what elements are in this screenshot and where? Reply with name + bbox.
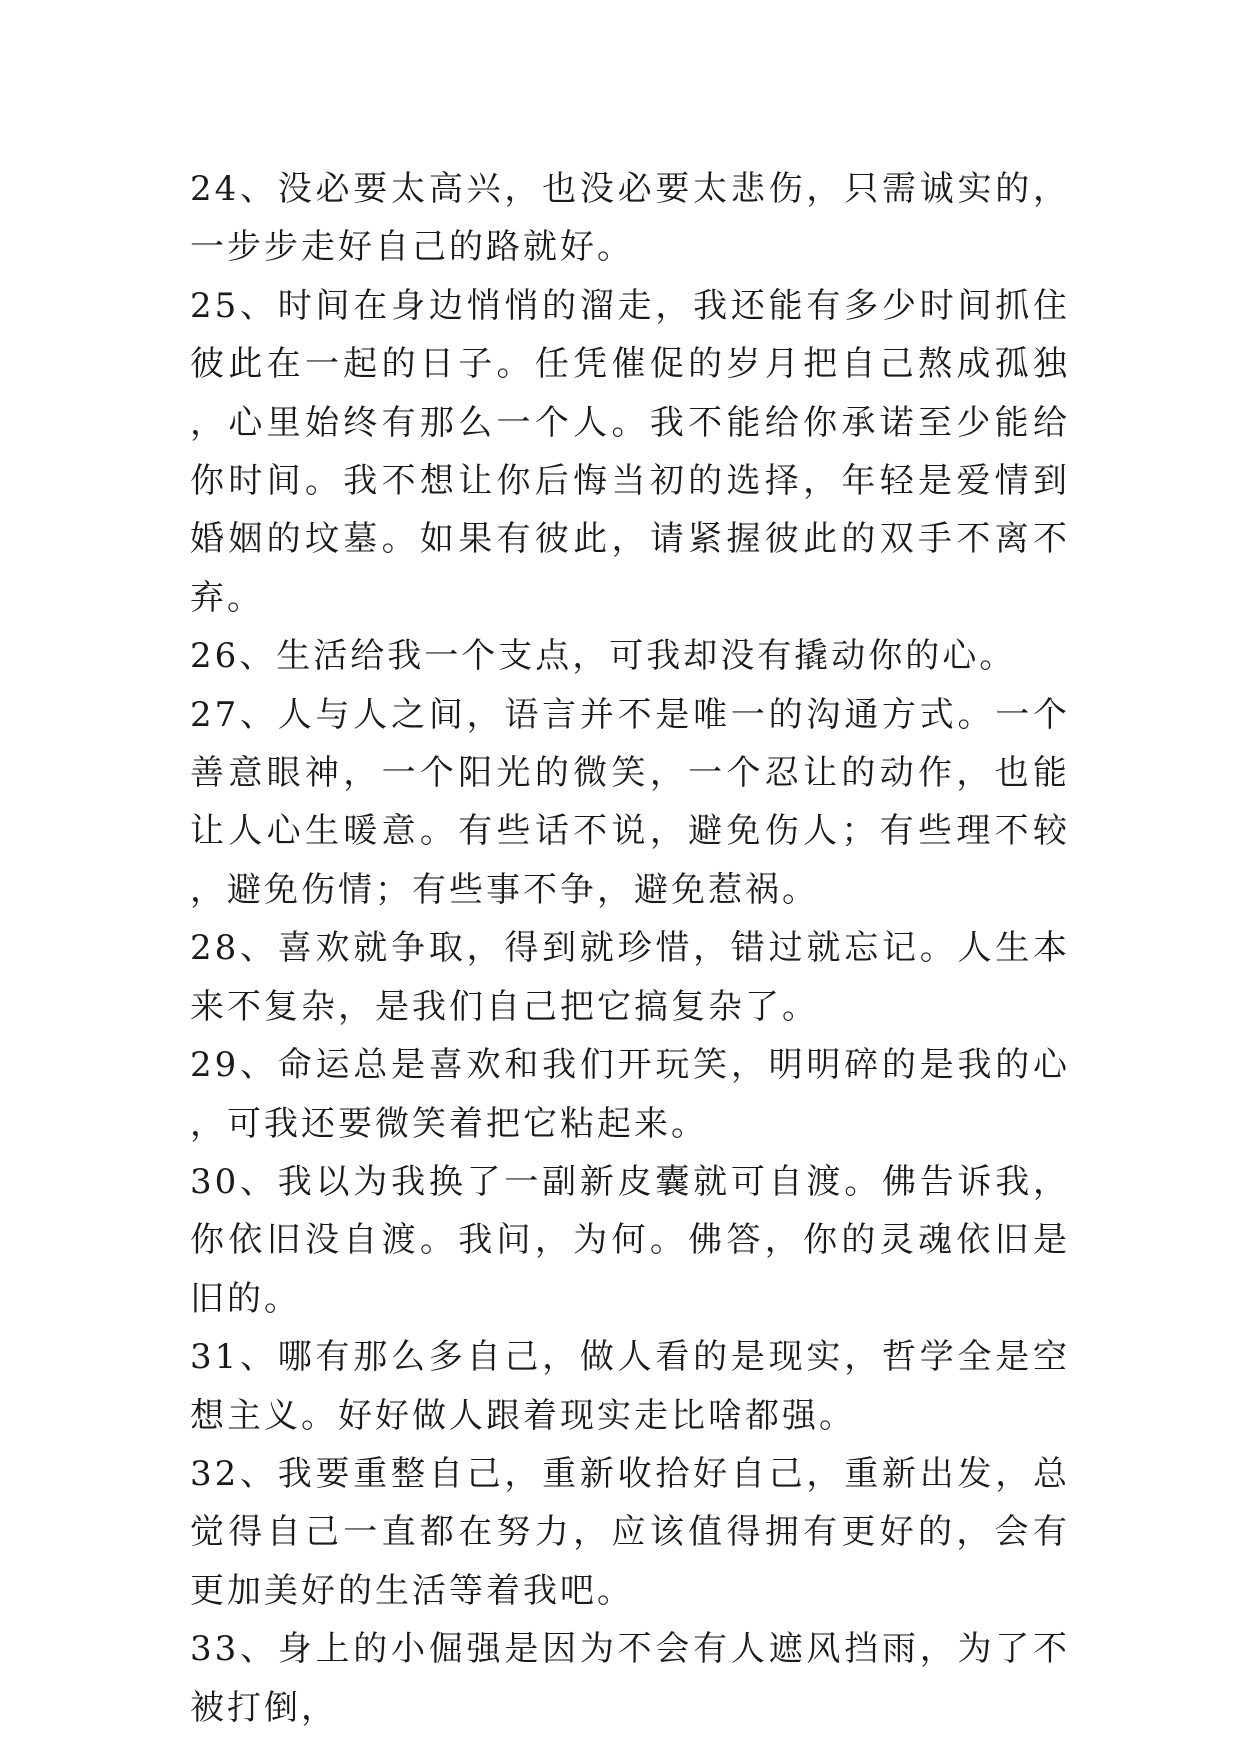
document-body xyxy=(190,160,1070,1737)
paragraph-30: 30、我以为我换了一副新皮囊就可自渡。佛告诉我，你依旧没自渡。我问，为何。佛答，你的灵魂依旧是旧的。 xyxy=(190,1161,1070,1319)
paragraph-32: 32、我要重整自己，重新收拾好自己，重新出发，总觉得自己一直都在努力，应该值得拥有更好的，会有更加美好的生活等着我吧。 xyxy=(190,1453,1070,1611)
paragraph-31: 31、哪有那么多自己，做人看的是现实，哲学全是空想主义。好好做人跟着现实走比啥都强。 xyxy=(190,1337,1070,1436)
paragraph-28: 28、喜欢就争取，得到就珍惜，错过就忘记。人生本来不复杂，是我们自己把它搞复杂了。 xyxy=(190,928,1070,1027)
paragraph-25: 25、时间在身边悄悄的溜走，我还能有多少时间抓住彼此在一起的日子。任凭催促的岁月把自己熬成孤独，心里始终有那么一个人。我不能给你承诺至少能给你时间。我不想让你后悔当初的选择，年轻是爱情到婚姻的坟墓。如果有彼此，请紧握彼此的双手不离不弃。 xyxy=(190,285,1070,618)
paragraph-27: 27、人与人之间，语言并不是唯一的沟通方式。一个善意眼神，一个阳光的微笑，一个忍让的动作，也能让人心生暖意。有些话不说，避免伤人；有些理不较，避免伤情；有些事不争，避免惹祸。 xyxy=(190,694,1070,910)
paragraph-26: 26、生活给我一个支点，可我却没有撬动你的心。 xyxy=(190,636,1017,677)
paragraph-33: 33、身上的小倔强是因为不会有人遮风挡雨，为了不被打倒， xyxy=(190,1629,1070,1728)
paragraph-24: 24、没必要太高兴，也没必要太悲伤，只需诚实的，一步步走好自己的路就好。 xyxy=(190,169,1070,268)
paragraph-29: 29、命运总是喜欢和我们开玩笑，明明碎的是我的心，可我还要微笑着把它粘起来。 xyxy=(190,1045,1070,1144)
